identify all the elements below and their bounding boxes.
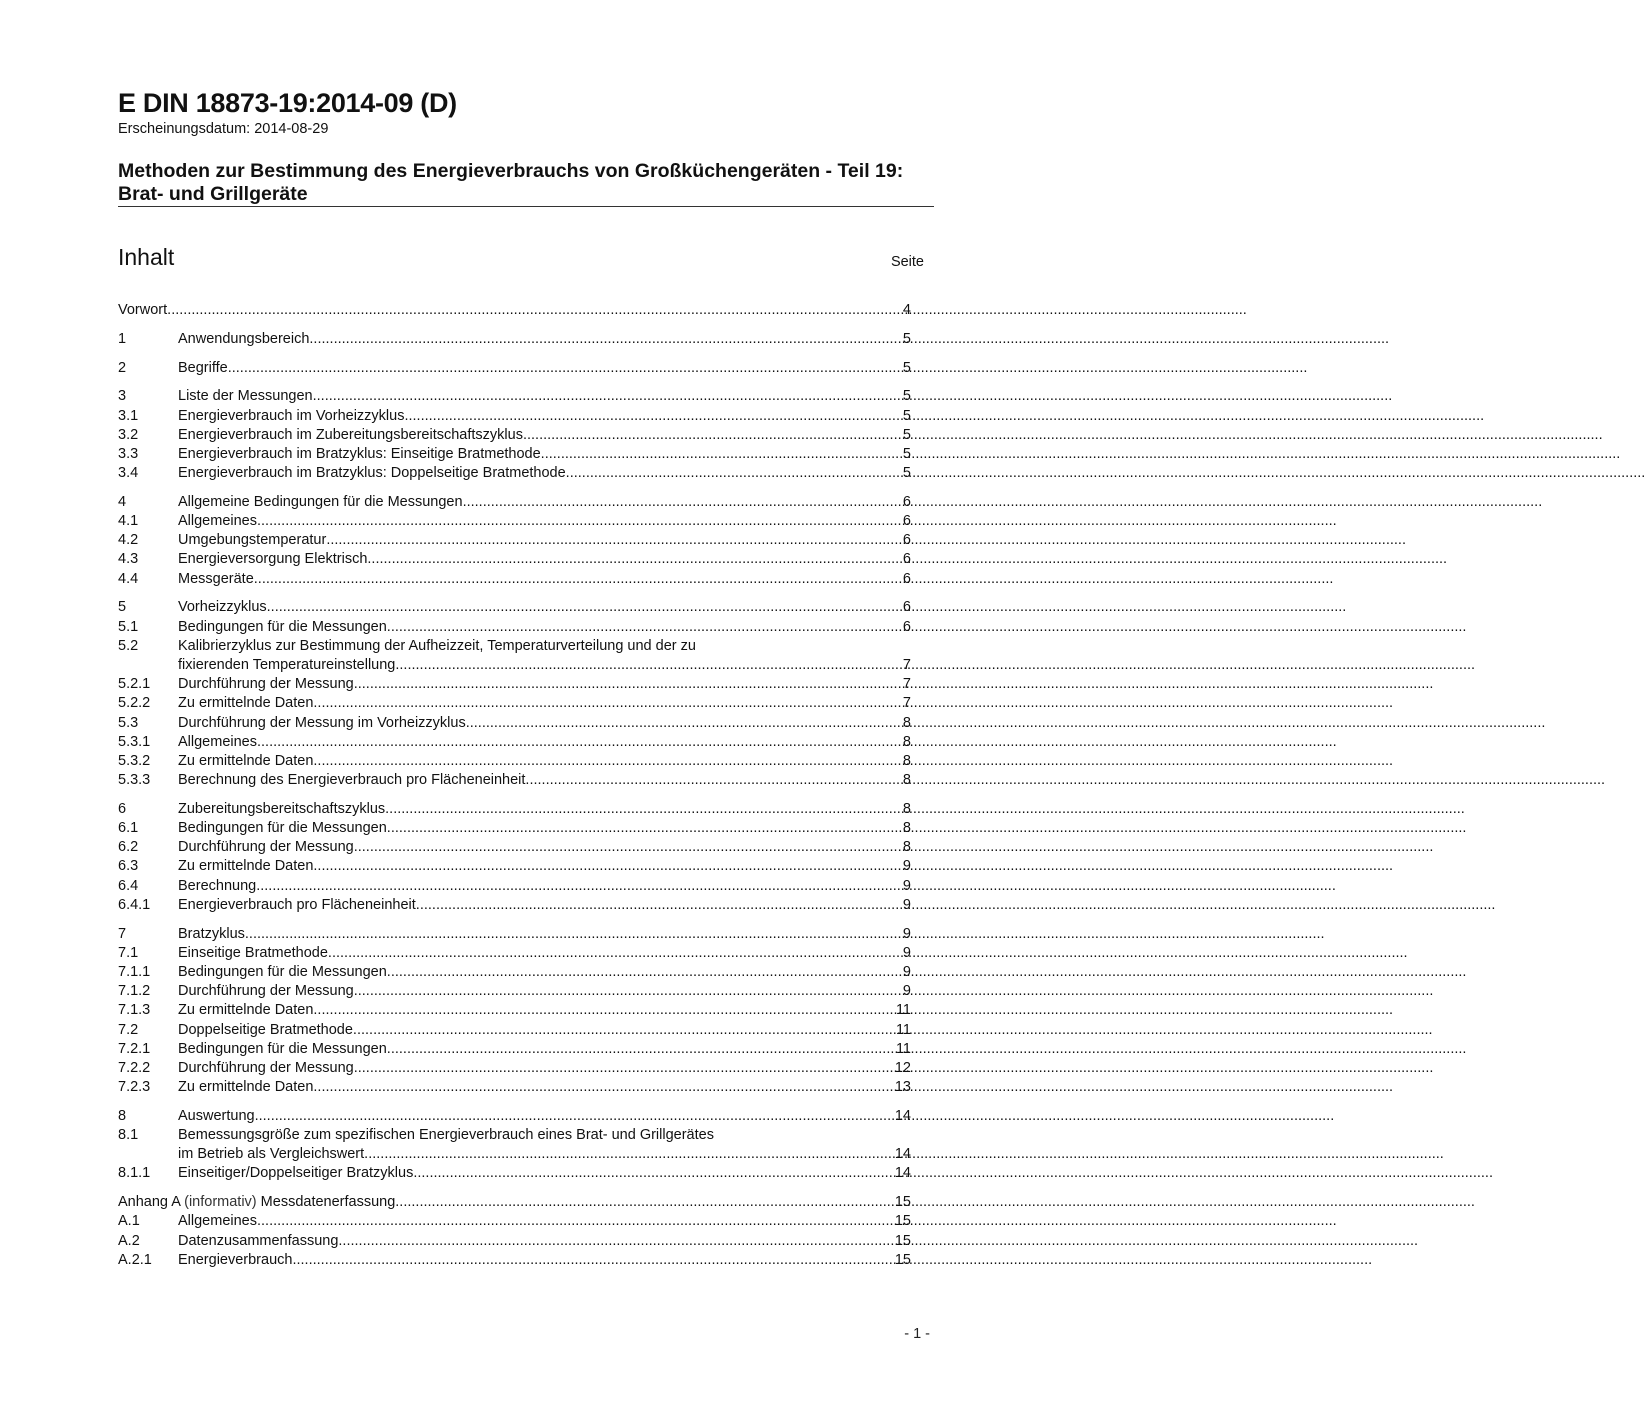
toc-entry-page: 9	[902, 983, 911, 1000]
toc-entry-number: 6.4	[118, 877, 139, 894]
toc-entry-number: 4	[118, 493, 127, 510]
toc-entry-page: 11	[895, 1040, 911, 1057]
toc-entry-page: 6	[902, 551, 911, 568]
toc-entry-number: 6	[118, 800, 127, 817]
toc-entry-number: 5.3.2	[118, 752, 151, 769]
toc-entry-page: 15	[894, 1213, 911, 1230]
toc-entry-number: 1	[118, 330, 127, 347]
toc-dot-leader	[167, 301, 903, 320]
toc-dot-leader	[313, 857, 903, 876]
toc-entry-page: 9	[902, 877, 911, 894]
toc-entry-number: A.1	[118, 1213, 140, 1230]
toc-entry-title: Messgeräte	[178, 570, 254, 587]
toc-entry[interactable]	[118, 714, 911, 733]
toc-entry-title: Berechnung	[178, 877, 257, 894]
toc-entry[interactable]	[118, 598, 911, 617]
toc-dot-leader	[267, 598, 903, 617]
toc-dot-leader	[256, 877, 903, 896]
toc-entry-page: 8	[902, 800, 911, 817]
toc-dot-leader	[463, 493, 903, 512]
toc-entry-number: 7.1.3	[118, 1002, 151, 1019]
toc-entry-title: Energieversorgung Elektrisch	[178, 551, 368, 568]
toc-entry[interactable]	[118, 493, 911, 512]
toc-entry-page: 5	[902, 407, 911, 424]
toc-entry-number: 7.2.2	[118, 1059, 151, 1076]
toc-entry[interactable]	[118, 330, 911, 349]
document-title	[118, 160, 938, 206]
document-id: E DIN 18873-19:2014-09 (D)	[118, 88, 457, 118]
toc-entry-number: 2	[118, 359, 127, 376]
toc-dot-leader	[313, 1078, 894, 1097]
toc-dot-leader	[292, 1251, 894, 1270]
toc-entry[interactable]	[118, 531, 911, 550]
toc-entry[interactable]	[118, 896, 911, 915]
toc-entry-title: Zu ermittelnde Daten	[178, 1002, 314, 1019]
toc-entry[interactable]	[118, 301, 911, 320]
toc-entry[interactable]	[118, 618, 911, 637]
toc-entry[interactable]	[118, 877, 911, 896]
toc-entry-title: Anhang A (informativ) Messdatenerfassung	[118, 1194, 396, 1211]
toc-entry-title: Energieverbrauch im Zubereitungsbereitschaftszyklus	[178, 426, 523, 443]
toc-entry-title: Bedingungen für die Messungen	[178, 963, 387, 980]
toc-entry-page: 5	[902, 426, 911, 443]
toc-entry-title: Bedingungen für die Messungen	[178, 1040, 387, 1057]
toc-dot-leader	[255, 1107, 895, 1126]
toc-entry-title: Allgemeines	[178, 513, 257, 530]
toc-entry-title: Einseitiger/Doppelseitiger Bratzyklus	[178, 1165, 414, 1182]
toc-dot-leader	[395, 656, 903, 675]
toc-entry-page: 6	[902, 570, 911, 587]
toc-entry-page: 5	[902, 330, 911, 347]
toc-entry-number: 5.3	[118, 714, 139, 731]
toc-entry-title: Durchführung der Messung	[178, 1059, 354, 1076]
toc-dot-leader	[385, 800, 903, 819]
toc-dot-leader	[354, 982, 903, 1001]
toc-entry-page: 7	[902, 695, 911, 712]
toc-entry-page: 6	[902, 599, 911, 616]
toc-entry-title: Energieverbrauch	[178, 1251, 293, 1268]
toc-dot-leader	[523, 426, 903, 445]
toc-entry-page: 14	[894, 1107, 911, 1124]
toc-entry-page: 7	[902, 656, 911, 673]
toc-entry-page: 14	[894, 1165, 911, 1182]
toc-entry[interactable]	[118, 1251, 911, 1270]
toc-entry-title: Vorwort	[118, 302, 168, 318]
toc-entry-annex-title: Messdatenerfassung	[260, 1194, 396, 1211]
toc-entry-title: Begriffe	[178, 359, 228, 376]
toc-entry-page: 8	[902, 772, 911, 789]
toc-entry-number: 5.3.1	[118, 733, 151, 750]
toc-entry-page: 9	[902, 858, 911, 875]
toc-entry-page: 5	[902, 465, 911, 482]
toc-entry[interactable]	[118, 857, 911, 876]
toc-entry-title: Energieverbrauch pro Flächeneinheit	[178, 896, 416, 913]
toc-entry[interactable]	[118, 550, 911, 569]
toc-entry[interactable]	[118, 1001, 911, 1020]
toc-entry-title: Zu ermittelnde Daten	[178, 752, 314, 769]
toc-dot-leader	[354, 675, 903, 694]
toc-dot-leader	[566, 464, 903, 483]
toc-dot-leader	[413, 1164, 895, 1183]
toc-dot-leader	[326, 531, 903, 550]
toc-entry-title: Vorheizzyklus	[178, 599, 267, 616]
toc-entry-number: 4.1	[118, 513, 139, 530]
toc-entry[interactable]	[118, 925, 911, 944]
toc-entry[interactable]	[118, 637, 911, 656]
toc-dot-leader	[387, 819, 903, 838]
toc-dot-leader	[313, 1001, 896, 1020]
toc-entry-title: Zu ermittelnde Daten	[178, 858, 314, 875]
toc-dot-leader	[525, 771, 903, 790]
toc-entry[interactable]	[118, 963, 911, 982]
toc-entry-title: Zu ermittelnde Daten	[178, 1079, 314, 1096]
toc-entry-continuation	[118, 1145, 911, 1164]
toc-entry-number: 7.2.1	[118, 1040, 151, 1057]
toc-entry-page: 15	[894, 1194, 911, 1211]
toc-entry-title: Umgebungstemperatur	[178, 532, 327, 549]
toc-entry-title: Energieverbrauch im Vorheizzyklus	[178, 407, 405, 424]
toc-entry-number: 6.4.1	[118, 896, 151, 913]
toc-entry[interactable]	[118, 694, 911, 713]
toc-entry[interactable]	[118, 752, 911, 771]
toc-entry-number: A.2.1	[118, 1251, 152, 1268]
toc-entry-title-continued: im Betrieb als Vergleichswert	[178, 1146, 365, 1163]
toc-dot-leader	[328, 944, 903, 963]
toc-entry-title: Bratzyklus	[178, 925, 245, 942]
toc-entry-number: 5	[118, 599, 127, 616]
toc-entry-page: 6	[902, 532, 911, 549]
toc-entry-number: 6.2	[118, 839, 139, 856]
toc-entry-page: 9	[902, 925, 911, 942]
toc-entry-title: Bemessungsgröße zum spezifischen Energieverbrauch eines Brat- und Grillgerätes	[178, 1127, 714, 1144]
toc-entry-number: 3	[118, 388, 127, 405]
toc-entry-number: 6.3	[118, 858, 139, 875]
toc-entry-number: 7.1	[118, 944, 139, 961]
toc-entry-number: 3.1	[118, 407, 139, 424]
document-title-line-2: Brat- und Grillgeräte	[118, 183, 308, 205]
toc-entry-title-continued: fixierenden Temperatureinstellung	[178, 656, 396, 673]
toc-entry-page: 7	[902, 676, 911, 693]
toc-entry-title: Datenzusammenfassung	[178, 1232, 339, 1249]
toc-entry-title: Energieverbrauch im Bratzyklus: Doppelseitige Bratmethode	[178, 465, 566, 482]
document-title-line-1: Methoden zur Bestimmung des Energieverbrauchs von Großküchengeräten - Teil 19:	[118, 160, 904, 182]
toc-entry-title: Auswertung	[178, 1107, 255, 1124]
toc-entry-continuation	[118, 656, 911, 675]
publication-date: Erscheinungsdatum: 2014-08-29	[118, 121, 329, 137]
toc-entry-page: 14	[894, 1146, 911, 1163]
toc-dot-leader	[228, 359, 903, 378]
toc-entry-page: 8	[902, 752, 911, 769]
toc-entry[interactable]	[118, 512, 911, 531]
toc-entry-title: Zubereitungsbereitschaftszyklus	[178, 800, 386, 817]
toc-entry-title: Liste der Messungen	[178, 388, 313, 405]
toc-entry-page: 8	[902, 820, 911, 837]
toc-entry-number: A.2	[118, 1232, 140, 1249]
toc-entry[interactable]	[118, 819, 911, 838]
toc-entry[interactable]	[118, 1212, 911, 1231]
toc-dot-leader	[541, 445, 903, 464]
toc-dot-leader	[395, 1193, 895, 1212]
toc-dot-leader	[254, 570, 903, 589]
toc-entry-informative-tag: (informativ)	[184, 1194, 257, 1211]
toc-dot-leader	[313, 752, 903, 771]
toc-entry-page: 15	[894, 1251, 911, 1268]
toc-entry-number: 3.4	[118, 465, 139, 482]
toc-dot-leader	[367, 550, 903, 569]
toc-entry-title: Durchführung der Messung	[178, 839, 354, 856]
title-divider	[118, 206, 934, 207]
toc-entry-title: Allgemeines	[178, 733, 257, 750]
toc-dot-leader	[387, 963, 903, 982]
toc-dot-leader	[245, 925, 903, 944]
toc-entry-number: 4.4	[118, 570, 139, 587]
toc-entry-title: Berechnung des Energieverbrauch pro Flächeneinheit	[178, 772, 526, 789]
toc-entry-number: 5.1	[118, 618, 139, 635]
toc-dot-leader	[257, 512, 903, 531]
toc-entry[interactable]	[118, 1021, 911, 1040]
toc-entry-page: 4	[902, 302, 911, 318]
toc-entry-title: Durchführung der Messung	[178, 676, 354, 693]
toc-entry-page: 15	[894, 1232, 911, 1249]
toc-entry[interactable]	[118, 359, 911, 378]
toc-entry[interactable]	[118, 800, 911, 819]
toc-entry-title: Bedingungen für die Messungen	[178, 820, 387, 837]
toc-entry[interactable]	[118, 675, 911, 694]
toc-entry-page: 6	[902, 513, 911, 530]
toc-dot-leader	[387, 618, 903, 637]
toc-dot-leader	[313, 387, 903, 406]
toc-page-column-label: Seite	[890, 254, 924, 270]
toc-entry-title: Allgemeine Bedingungen für die Messungen	[178, 493, 463, 510]
toc-entry[interactable]	[118, 1059, 911, 1078]
toc-entry-page: 6	[902, 618, 911, 635]
toc-entry-number: 7.2	[118, 1021, 139, 1038]
toc-entry-number: 5.2	[118, 637, 139, 654]
toc-entry-title: Doppelseitige Bratmethode	[178, 1021, 353, 1038]
toc-heading: Inhalt	[118, 244, 175, 270]
toc-entry[interactable]	[118, 1040, 911, 1059]
toc-entry[interactable]	[118, 1126, 911, 1145]
toc-entry-page: 9	[902, 944, 911, 961]
toc-entry-page: 5	[902, 388, 911, 405]
toc-entry-page: 11	[895, 1021, 911, 1038]
toc-entry[interactable]	[118, 733, 911, 752]
toc-entry-number: 8.1	[118, 1127, 139, 1144]
toc-entry[interactable]	[118, 445, 911, 464]
toc-entry-number: 7.1.2	[118, 983, 151, 1000]
page-number: - 1 -	[904, 1326, 930, 1342]
toc-dot-leader	[353, 1021, 896, 1040]
toc-entry[interactable]	[118, 1107, 911, 1126]
toc-entry-page: 13	[894, 1079, 911, 1096]
toc-entry[interactable]	[118, 570, 911, 589]
toc-entry-title: Bedingungen für die Messungen	[178, 618, 387, 635]
toc-entry-title: Anwendungsbereich	[178, 330, 310, 347]
toc-dot-leader	[416, 896, 903, 915]
toc-entry-title: Durchführung der Messung	[178, 983, 354, 1000]
toc-dot-leader	[309, 330, 903, 349]
toc-entry-number: 7.1.1	[118, 963, 151, 980]
toc-entry[interactable]	[118, 1164, 911, 1183]
toc-dot-leader	[364, 1145, 895, 1164]
toc-entry-page: 8	[902, 733, 911, 750]
toc-dot-leader	[466, 714, 903, 733]
toc-entry-title: Kalibrierzyklus zur Bestimmung der Aufheizzeit, Temperaturverteilung und der zu	[178, 637, 696, 654]
toc-entry-page: 6	[902, 493, 911, 510]
toc-entry-number: 4.3	[118, 551, 139, 568]
toc-entry-page: 8	[902, 839, 911, 856]
toc-entry-page: 5	[902, 359, 911, 376]
toc-entry-page: 8	[902, 714, 911, 731]
table-of-contents	[118, 301, 911, 1270]
toc-entry-number: 7.2.3	[118, 1079, 151, 1096]
toc-entry-page: 12	[894, 1059, 911, 1076]
toc-entry-number: 6.1	[118, 820, 139, 837]
toc-dot-leader	[387, 1040, 896, 1059]
toc-entry-number: 5.3.3	[118, 772, 151, 789]
toc-dot-leader	[313, 694, 903, 713]
toc-dot-leader	[354, 838, 903, 857]
toc-entry[interactable]	[118, 771, 911, 790]
toc-entry-number: 4.2	[118, 532, 139, 549]
toc-entry-page: 5	[902, 445, 911, 462]
toc-entry[interactable]	[118, 1193, 911, 1212]
toc-entry[interactable]	[118, 838, 911, 857]
toc-entry-number: 5.2.1	[118, 676, 151, 693]
toc-entry[interactable]	[118, 1232, 911, 1251]
toc-entry[interactable]	[118, 982, 911, 1001]
toc-dot-leader	[404, 407, 902, 426]
toc-dot-leader	[354, 1059, 895, 1078]
toc-entry[interactable]	[118, 387, 911, 406]
toc-entry[interactable]	[118, 1078, 911, 1097]
toc-dot-leader	[257, 1212, 895, 1231]
toc-entry-number: 8	[118, 1107, 127, 1124]
toc-entry-title: Allgemeines	[178, 1213, 257, 1230]
toc-dot-leader	[338, 1232, 894, 1251]
toc-entry[interactable]	[118, 426, 911, 445]
toc-entry-number: 3.2	[118, 426, 139, 443]
toc-entry-title: Einseitige Bratmethode	[178, 944, 328, 961]
toc-entry-number: 3.3	[118, 445, 139, 462]
toc-entry-title: Energieverbrauch im Bratzyklus: Einseitige Bratmethode	[178, 445, 541, 462]
toc-entry-number: 7	[118, 925, 127, 942]
toc-dot-leader	[257, 733, 903, 752]
toc-entry-page: 9	[902, 896, 911, 913]
toc-entry[interactable]	[118, 944, 911, 963]
toc-entry[interactable]	[118, 407, 911, 426]
toc-entry-title: Zu ermittelnde Daten	[178, 695, 314, 712]
toc-entry[interactable]	[118, 464, 911, 483]
toc-entry-number: 5.2.2	[118, 695, 151, 712]
toc-entry-page: 9	[902, 963, 911, 980]
toc-entry-page: 11	[895, 1002, 911, 1019]
toc-entry-title: Durchführung der Messung im Vorheizzyklus	[178, 714, 466, 731]
toc-entry-number: 8.1.1	[118, 1165, 151, 1182]
